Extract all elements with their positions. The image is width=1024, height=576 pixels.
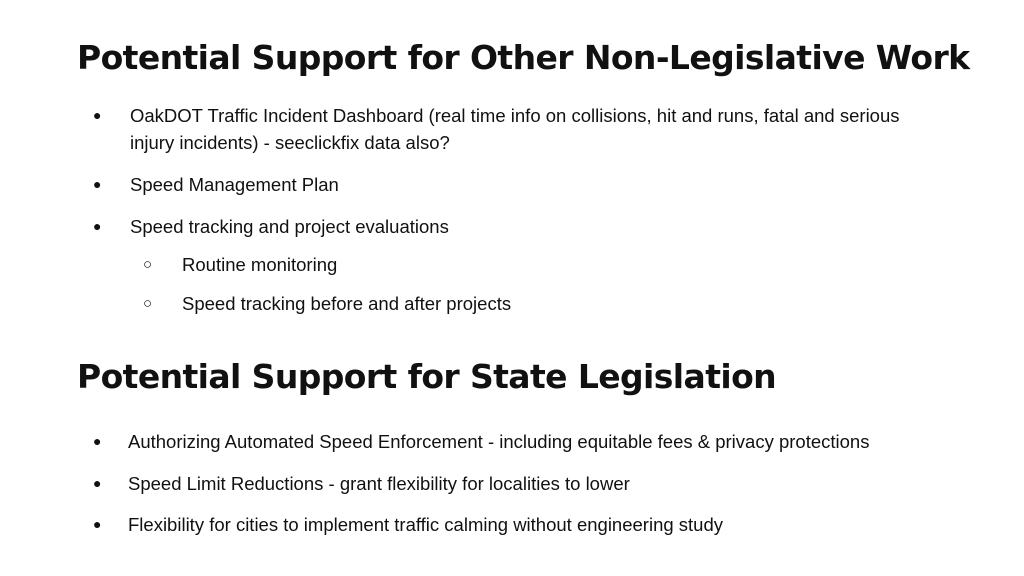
section-title-non-legislative: Potential Support for Other Non-Legislative Work xyxy=(77,38,970,77)
bullet-dot-icon: ● xyxy=(93,433,102,449)
bullet-text: Authorizing Automated Speed Enforcement - including equitable fees & privacy protections xyxy=(128,431,870,452)
bullet-text: Flexibility for cities to implement traffic calming without engineering study xyxy=(128,514,723,535)
bullet-item xyxy=(93,213,930,240)
bullet-dot-icon: ● xyxy=(93,516,102,532)
bullet-item xyxy=(93,511,1008,538)
sub-bullet-text: Speed tracking before and after projects xyxy=(182,293,512,314)
sub-bullet-text: Routine monitoring xyxy=(182,254,338,275)
sub-bullet-item xyxy=(143,290,882,317)
bullet-circle-icon: ○ xyxy=(143,295,153,312)
bullet-circle-icon: ○ xyxy=(143,256,153,273)
section-title-state-legislation: Potential Support for State Legislation xyxy=(77,357,777,396)
bullet-text: Speed tracking and project evaluations xyxy=(130,216,449,237)
bullet-item xyxy=(93,171,930,198)
sub-bullet-item xyxy=(143,251,882,278)
bullet-item xyxy=(93,428,1008,455)
bullet-item xyxy=(93,470,1008,497)
bullet-dot-icon: ● xyxy=(93,176,102,192)
bullet-dot-icon: ● xyxy=(93,475,102,491)
bullet-dot-icon: ● xyxy=(93,218,102,234)
bullet-text: OakDOT Traffic Incident Dashboard (real time info on collisions, hit and runs, fatal and serious injury incidents) - seeclickfix data also? xyxy=(130,105,900,153)
bullet-item xyxy=(93,102,930,156)
bullet-dot-icon: ● xyxy=(93,107,102,123)
bullet-text: Speed Management Plan xyxy=(130,174,339,195)
bullet-text: Speed Limit Reductions - grant flexibility for localities to lower xyxy=(128,473,630,494)
